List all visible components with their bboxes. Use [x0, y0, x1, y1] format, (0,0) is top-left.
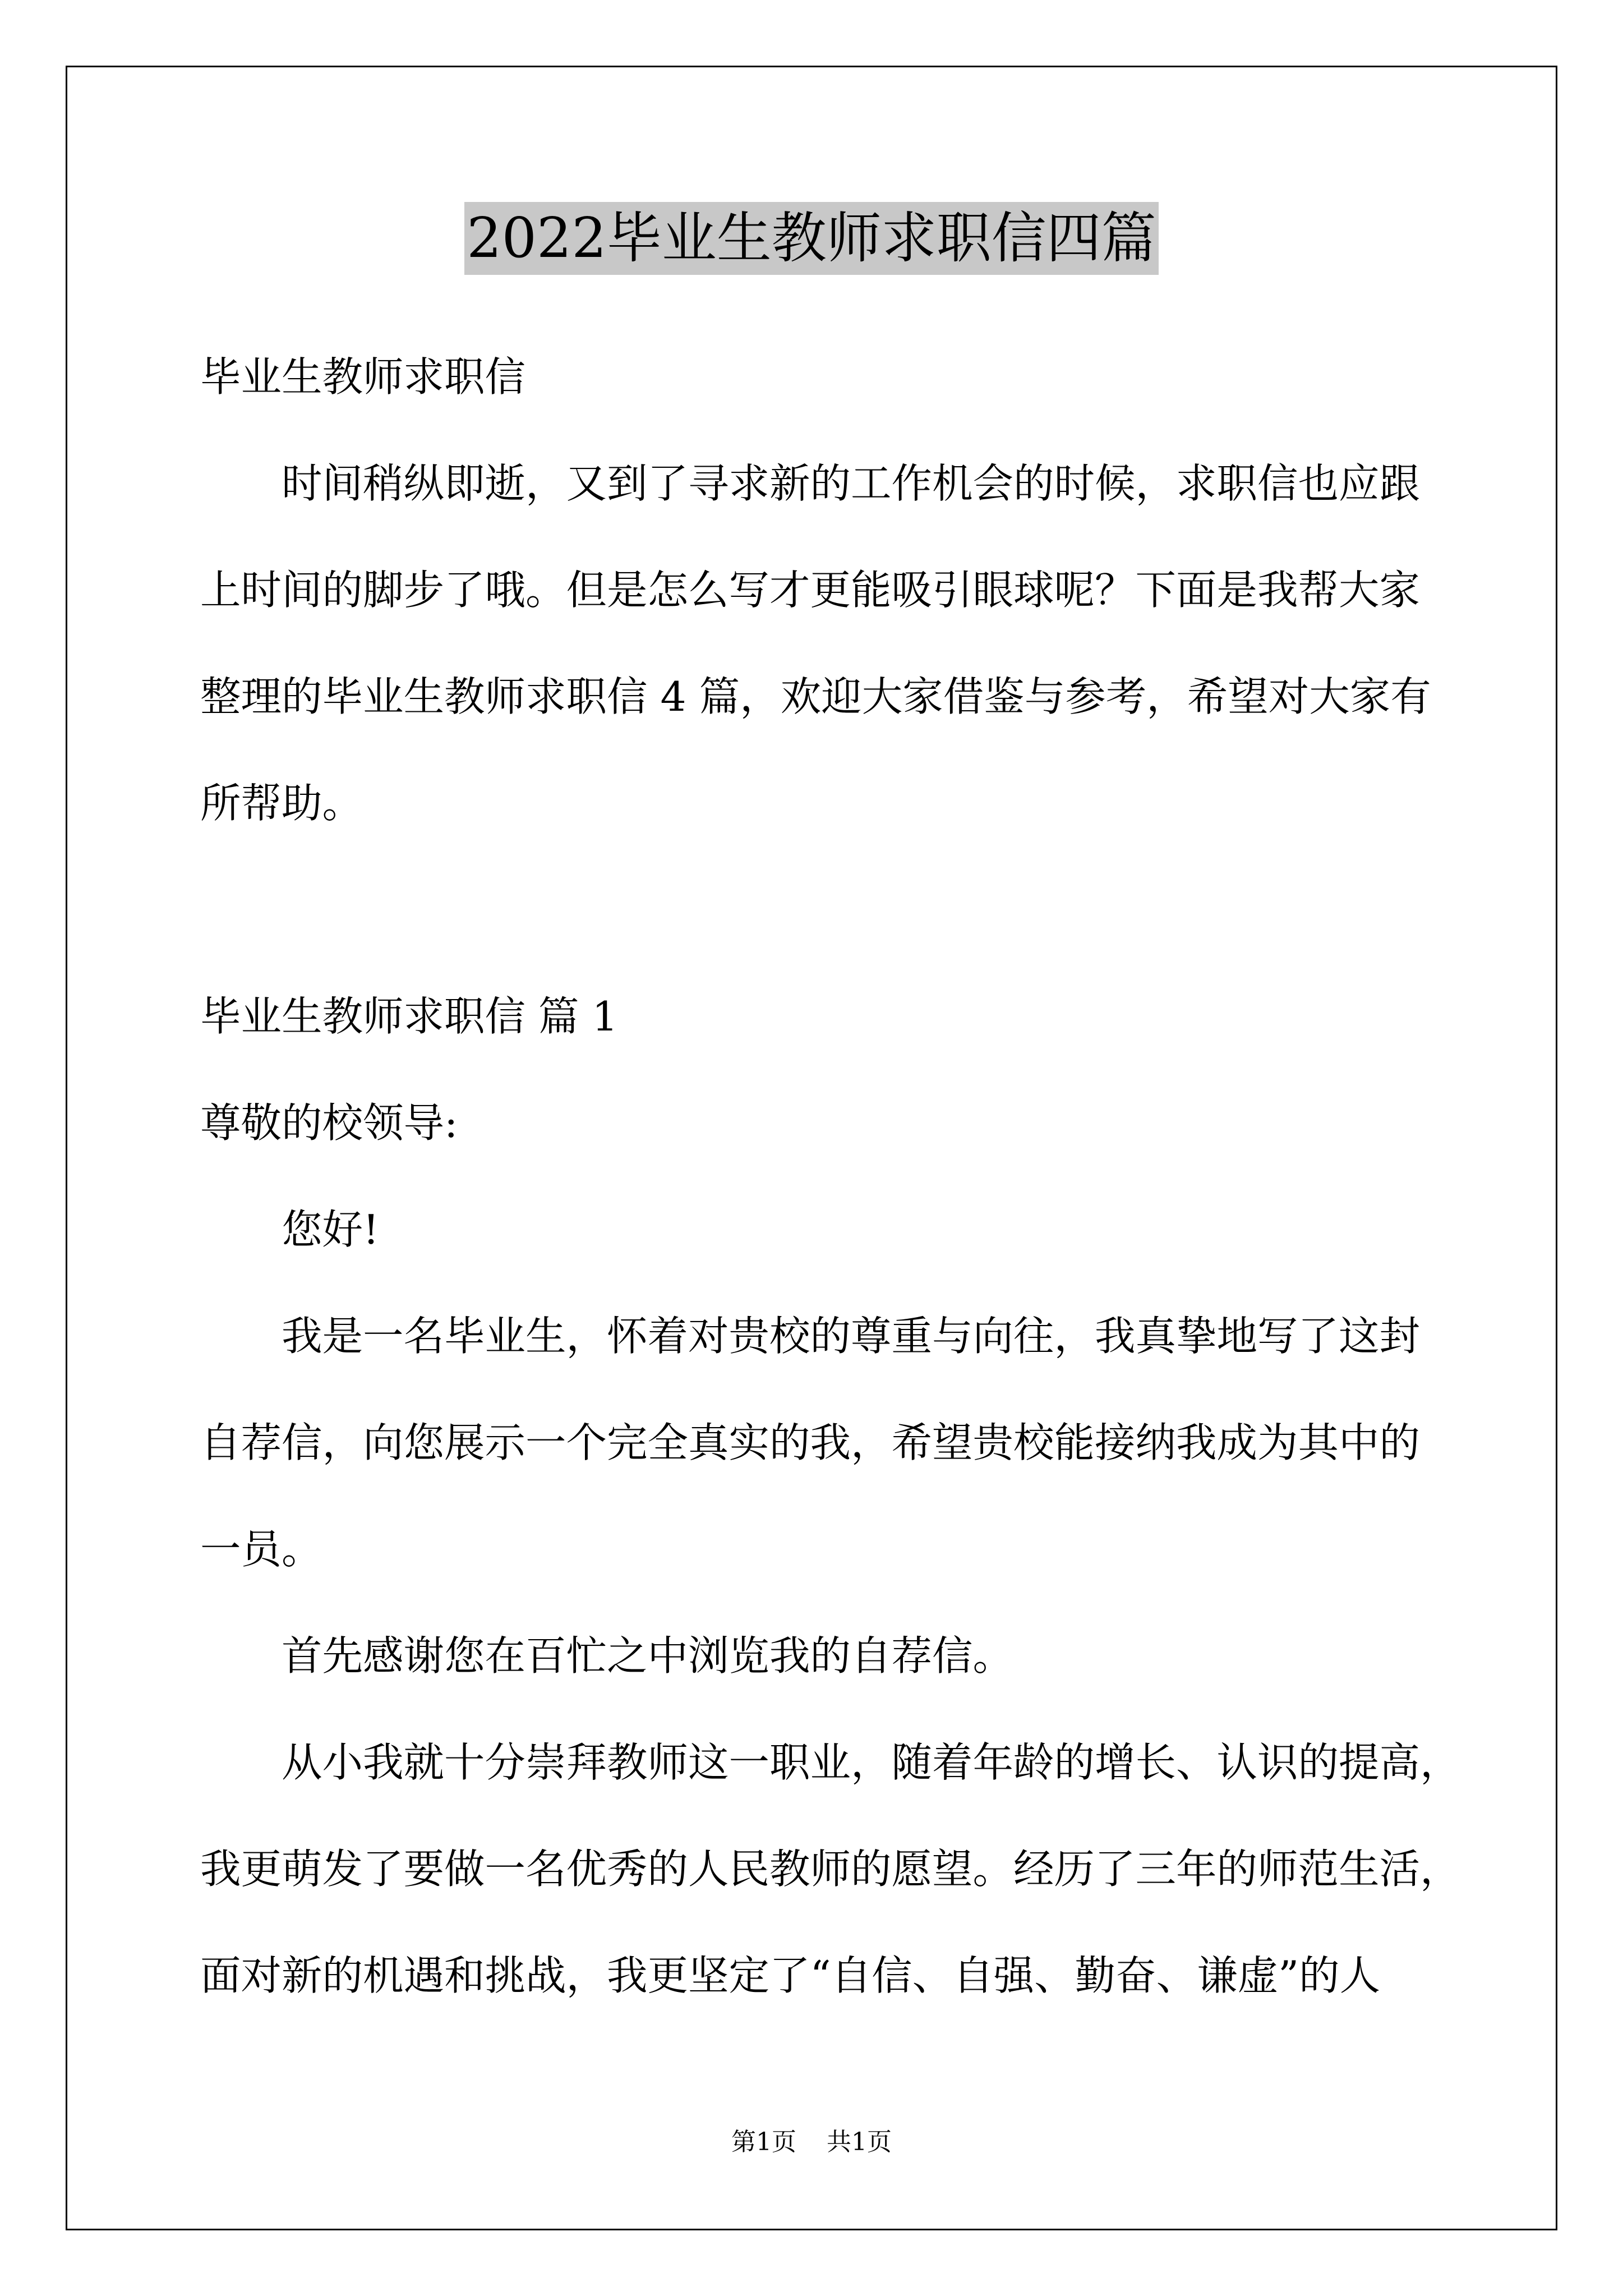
paragraph-line: 自荐信，向您展示一个完全真实的我，希望贵校能接纳我成为其中的 — [200, 1420, 1420, 1467]
document-body — [200, 324, 1546, 2030]
paragraph-line: 我更萌发了要做一名优秀的人民教师的愿望。经历了三年的师范生活， — [200, 1846, 1461, 1893]
paragraph-line: 我是一名毕业生，怀着对贵校的尊重与向往，我真挚地写了这封 — [282, 1313, 1420, 1360]
intro-paragraph — [200, 431, 1546, 857]
blank-line — [200, 857, 1546, 964]
letter-paragraph — [200, 1710, 1546, 2030]
paragraph-line: 从小我就十分崇拜教师这一职业，随着年龄的增长、认识的提高， — [282, 1740, 1461, 1787]
paragraph-line: 整理的毕业生教师求职信 4 篇，欢迎大家借鉴与参考，希望对大家有 — [200, 674, 1431, 721]
document-title: 2022毕业生教师求职信四篇 — [464, 202, 1158, 275]
letter-paragraph — [200, 1603, 1546, 1710]
paragraph-line: 时间稍纵即逝，又到了寻求新的工作机会的时候，求职信也应跟 — [282, 461, 1420, 508]
paragraph-line: 首先感谢您在百忙之中浏览我的自荐信。 — [282, 1633, 1013, 1680]
letter-paragraph — [200, 1283, 1546, 1603]
title-row — [66, 202, 1557, 275]
paragraph-line: 一员。 — [200, 1526, 322, 1573]
paragraph-line: 所帮助。 — [200, 780, 363, 827]
greeting: 您好! — [282, 1207, 380, 1254]
document-subtitle: 毕业生教师求职信 — [200, 354, 525, 401]
paragraph-line: 上时间的脚步了哦。但是怎么写才更能吸引眼球呢？下面是我帮大家 — [200, 567, 1420, 614]
paragraph-line: 面对新的机遇和挑战，我更坚定了“自信、自强、勤奋、谦虚”的人 — [200, 1953, 1381, 2000]
salutation: 尊敬的校领导: — [200, 1100, 458, 1147]
page-footer: 第1页 共1页 — [731, 2128, 892, 2156]
letter-heading: 毕业生教师求职信 篇 1 — [200, 993, 618, 1041]
